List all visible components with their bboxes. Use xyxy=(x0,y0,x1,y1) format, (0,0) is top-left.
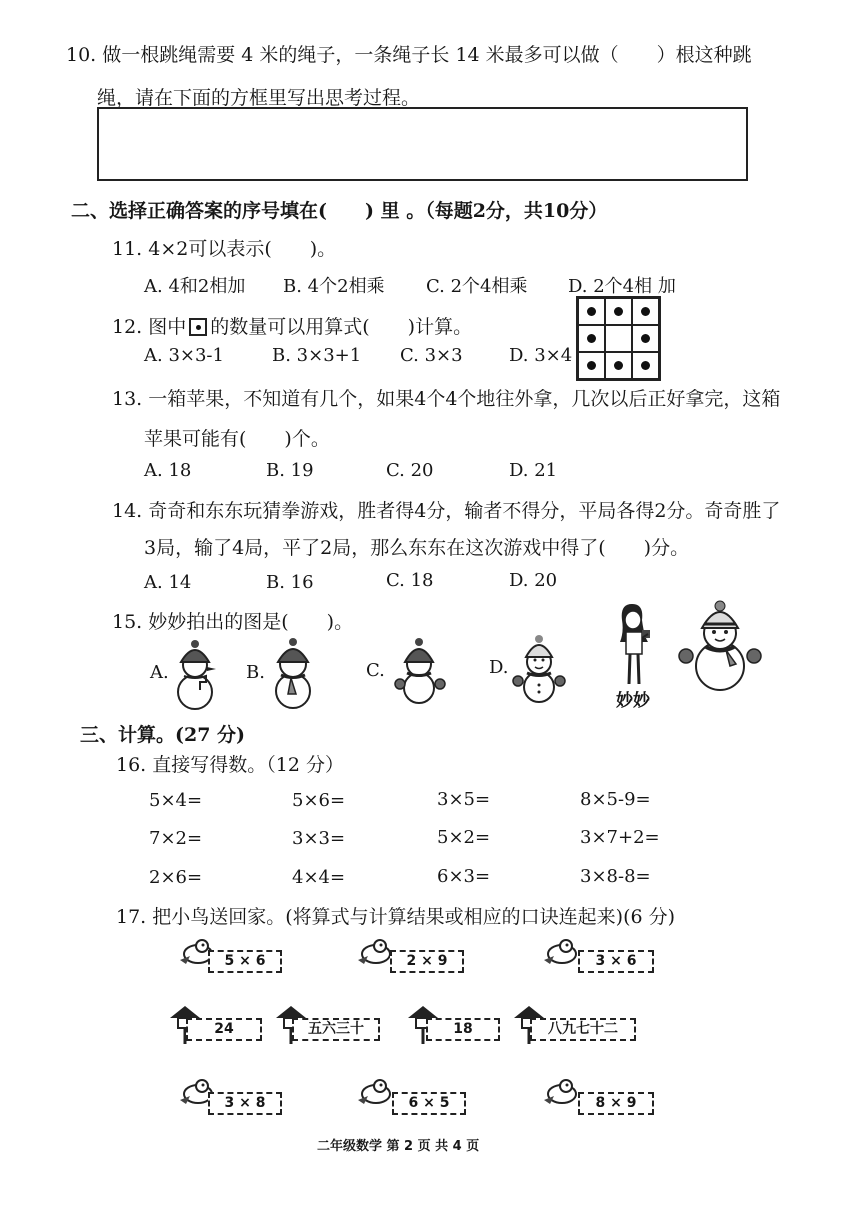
q16-text: 16. 直接写得数。（12 分） xyxy=(116,754,344,776)
calc-item[interactable]: 3×7+2= xyxy=(580,827,660,848)
dot-icon xyxy=(587,307,596,316)
girl-label: 妙妙 xyxy=(616,691,650,711)
calc-item[interactable]: 5×4= xyxy=(149,790,203,811)
dot-icon xyxy=(587,334,596,343)
bird-icon xyxy=(354,1076,394,1106)
dot-icon xyxy=(641,307,650,316)
grid-cell xyxy=(632,325,659,352)
house-tag[interactable]: 18 xyxy=(426,1018,500,1041)
calc-item[interactable]: 6×3= xyxy=(437,866,491,887)
section3-heading: 三、计算。(27 分) xyxy=(80,724,246,746)
calc-item[interactable]: 4×4= xyxy=(292,867,346,888)
q13-option-b[interactable]: B. 19 xyxy=(266,460,314,481)
q14-option-d[interactable]: D. 20 xyxy=(509,570,558,591)
house-tag[interactable]: 八九七十二 xyxy=(530,1018,636,1041)
calc-item[interactable]: 5×6= xyxy=(292,790,346,811)
q10-line1: 10. 做一根跳绳需要 4 米的绳子，一条绳子长 14 米最多可以做（ ）根这种跳 xyxy=(66,44,752,66)
dot-icon xyxy=(614,307,623,316)
q13-line1: 13. 一箱苹果，不知道有几个，如果4个4个地往外拿，几次以后正好拿完，这箱 xyxy=(112,388,781,410)
grid-cell xyxy=(578,325,605,352)
snowman-side-left-icon xyxy=(388,638,450,708)
q11-option-a[interactable]: A. 4和2相加 xyxy=(144,276,246,297)
q12-text xyxy=(112,312,472,339)
page-footer: 二年级数学 第 2 页 共 4 页 xyxy=(317,1139,480,1154)
grid-cell xyxy=(632,352,659,379)
house-tag[interactable]: 24 xyxy=(186,1018,262,1041)
grid-cell xyxy=(578,352,605,379)
q12-text-before: 12. 图中 xyxy=(112,316,187,338)
q12-option-b[interactable]: B. 3×3+1 xyxy=(272,345,362,366)
calc-item[interactable]: 3×8-8= xyxy=(580,866,651,887)
bird-tag-top[interactable]: 5 × 6 xyxy=(208,950,282,973)
bird-tag-bottom[interactable]: 8 × 9 xyxy=(578,1092,654,1115)
q12-option-d[interactable]: D. 3×4 xyxy=(509,345,573,366)
bird-icon xyxy=(540,936,580,966)
section2-heading: 二、选择正确答案的序号填在( ) 里 。（每题2分，共10分） xyxy=(71,200,608,222)
q11-option-d[interactable]: D. 2个4相 加 xyxy=(568,276,676,297)
q17-text: 17. 把小鸟送回家。(将算式与计算结果或相应的口诀连起来)(6 分) xyxy=(116,906,676,928)
dot-icon xyxy=(614,361,623,370)
calc-item[interactable]: 3×5= xyxy=(437,789,491,810)
q10-answer-box[interactable] xyxy=(97,107,748,181)
q12-dot-grid xyxy=(576,296,661,381)
q14-line2: 3局，输了4局，平了2局，那么东东在这次游戏中得了( )分。 xyxy=(144,537,690,559)
house-tag[interactable]: 五六三十 xyxy=(292,1018,380,1041)
calc-item[interactable]: 3×3= xyxy=(292,828,346,849)
grid-cell xyxy=(605,298,632,325)
q15-option-d[interactable]: D. xyxy=(489,657,509,678)
q11-option-b[interactable]: B. 4个2相乘 xyxy=(283,276,385,297)
q12-option-c[interactable]: C. 3×3 xyxy=(400,345,463,366)
calc-item[interactable]: 2×6= xyxy=(149,867,203,888)
dot-icon xyxy=(587,361,596,370)
q14-option-c[interactable]: C. 18 xyxy=(386,570,434,591)
bird-tag-bottom[interactable]: 3 × 8 xyxy=(208,1092,282,1115)
calc-item[interactable]: 7×2= xyxy=(149,828,203,849)
q10-line2: 绳，请在下面的方框里写出思考过程。 xyxy=(97,87,421,109)
dot-square-icon xyxy=(189,318,207,336)
q12-text-after: 的数量可以用算式( )计算。 xyxy=(210,316,473,338)
grid-cell xyxy=(605,325,632,352)
q14-option-b[interactable]: B. 16 xyxy=(266,572,314,593)
dot-icon xyxy=(641,334,650,343)
bird-icon xyxy=(540,1076,580,1106)
big-snowman-icon xyxy=(676,600,764,692)
bird-icon xyxy=(354,936,394,966)
grid-cell xyxy=(632,298,659,325)
calc-item[interactable]: 5×2= xyxy=(437,827,491,848)
bird-tag-bottom[interactable]: 6 × 5 xyxy=(392,1092,466,1115)
q12-option-a[interactable]: A. 3×3-1 xyxy=(144,345,224,366)
q15-option-b[interactable]: B. xyxy=(246,662,265,683)
girl-icon xyxy=(614,602,658,688)
q11-option-c[interactable]: C. 2个4相乘 xyxy=(426,276,528,297)
calc-item[interactable]: 8×5-9= xyxy=(580,789,651,810)
q14-line1: 14. 奇奇和东东玩猜拳游戏，胜者得4分，输者不得分，平局各得2分。奇奇胜了 xyxy=(112,500,781,522)
q13-line2: 苹果可能有( )个。 xyxy=(144,428,330,450)
bird-tag-top[interactable]: 3 × 6 xyxy=(578,950,654,973)
snowman-side-right-icon xyxy=(170,640,220,710)
q15-option-a[interactable]: A. xyxy=(150,662,169,683)
q15-text: 15. 妙妙拍出的图是( )。 xyxy=(112,611,354,633)
snowman-front-icon xyxy=(506,635,572,707)
q14-option-a[interactable]: A. 14 xyxy=(144,572,192,593)
q15-option-c[interactable]: C. xyxy=(366,660,385,681)
q13-option-c[interactable]: C. 20 xyxy=(386,460,434,481)
grid-cell xyxy=(578,298,605,325)
q13-option-d[interactable]: D. 21 xyxy=(509,460,558,481)
q13-option-a[interactable]: A. 18 xyxy=(144,460,192,481)
bird-tag-top[interactable]: 2 × 9 xyxy=(390,950,464,973)
dot-icon xyxy=(641,361,650,370)
q11-text: 11. 4×2可以表示( )。 xyxy=(112,238,337,260)
snowman-back-icon xyxy=(268,638,318,710)
grid-cell xyxy=(605,352,632,379)
